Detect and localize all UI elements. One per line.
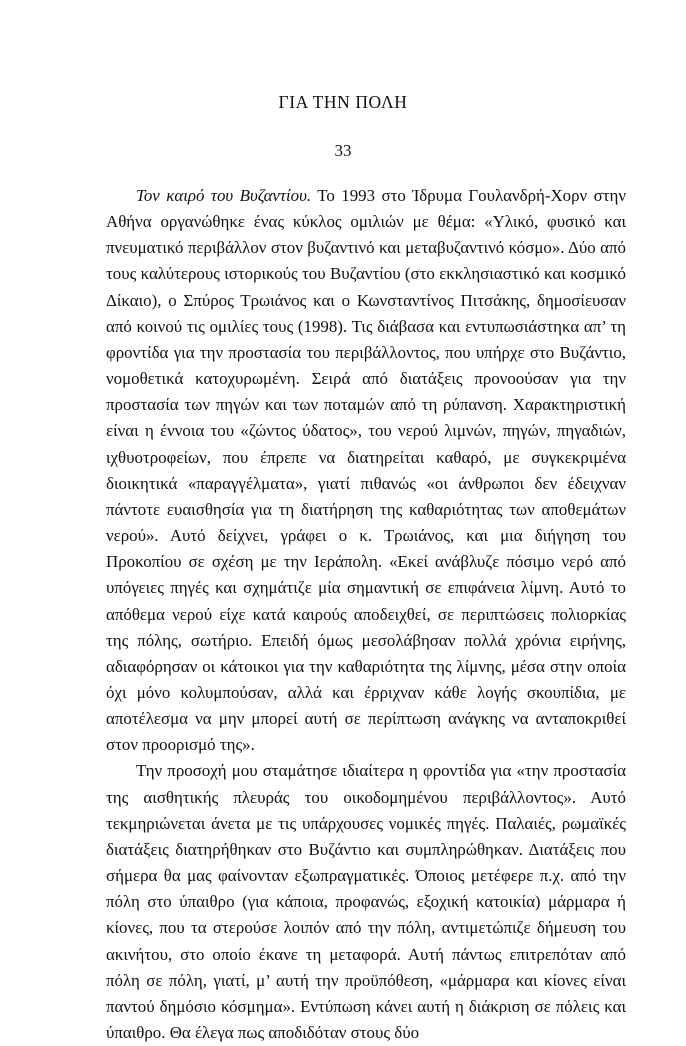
paragraph-text: Το 1993 στο Ίδρυμα Γουλανδρή-Χορν στην Αθήνα οργανώθηκε ένας κύκλος ομιλιών με θέμα: «Υλικό, φυσικό και πνευματικό περιβάλλον στον βυζαντινό και μεταβυζαντινό κόσμο». Δύο από τους καλύτερους ιστορικούς του Βυζαντίου (στο εκκλησιαστικό και κοσμικό Δίκαιο), ο Σπύρος Τρωιάνος και ο Κωνσταντίνος Πιτσάκης, δημοσίευσαν από κοινού τις ομιλίες τους (1998). Τις διάβασα και εντυπωσιάστηκα απ’ τη φροντίδα για την προστασία του περιβάλλοντος, που υπήρχε στο Βυζάντιο, νομοθετικά κατοχυρωμένη. Σειρά από διατάξεις προνοούσαν για την προστασία των πηγών και των ποταμών από τη ρύπανση. Χαρακτηριστική είναι η έννοια του «ζώντος ύδατος», του νερού λιμνών, πηγών, πηγαδιών, ιχθυοτροφείων, που έπρεπε να διατηρείται καθαρό, με συγκεκριμένα διοικητικά «παραγγέλματα», γιατί πιθανώς «οι άνθρωποι δεν έδειχναν πάντοτε ευαισθησία για τη διατήρηση της καθαριότητας των αποθεμάτων νερού». Αυτό δείχνει, γράφει ο κ. Τρωιάνος, και μια διήγηση του Προκοπίου σε σχέση με την Ιεράπολη. «Εκεί ανάβλυζε πόσιμο νερό από υπόγειες πηγές και σχημάτιζε μία σημαντική σε επιφάνεια λίμνη. Αυτό το απόθεμα νερού είχε κατά καιρούς αποδειχθεί, σε περιπτώσεις πολιορκίας της πόλης, σωτήριο. Επειδή όμως μεσολάβησαν πολλά χρόνια ειρήνης, αδιαφόρησαν οι κάτοικοι για την καθαριότητα της λίμνης, μέσα στην οποία όχι μόνο κολυμπούσαν, αλλά και έρριχναν κάθε λογής σκουπίδια, με αποτέλεσμα να μην μπορεί αυτή σε περίπτωση ανάγκης να ανταποκριθεί στον προορισμό της». (106, 186, 626, 755)
page-number: 33 (334, 141, 352, 160)
page-title: ΓΙΑ ΤΗΝ ΠΟΛΗ (278, 92, 408, 112)
paragraph (106, 183, 626, 758)
paragraph-text: Την προσοχή μου σταμάτησε ιδιαίτερα η φροντίδα για «την προστασία της αισθητικής πλευράς του οικοδομημένου περιβάλλοντος». Αυτό τεκμηριώνεται άνετα με τις υπάρχουσες νομικές πηγές. Παλαιές, ρωμαϊκές διατάξεις διατηρήθηκαν στο Βυζάντιο και συμπληρώθηκαν. Διατάξεις που σήμερα θα μας φαίνονταν εξωπραγματικές. Όποιος μετέφερε π.χ. από την πόλη στο ύπαιθρο (για κάποια, προφανώς, εξοχική κατοικία) μάρμαρα ή κίονες, που τα στερούσε λοιπόν από την πόλη, αντιμετώπιζε δήμευση του ακινήτου, στο οποίο έκανε τη μεταφορά. Αυτή πάντως επιτρεπόταν από πόλη σε πόλη, γιατί, μ’ αυτή την προϋπόθεση, «μάρμαρα και κίονες είναι παντού δημόσιο κόσμημα». Εντύπωση κάνει αυτή η διάκριση σε πόλεις και ύπαιθρο. Θα έλεγα πως αποδιδόταν στους δύο (106, 761, 626, 1042)
body-text (106, 183, 626, 1046)
paragraph-lead-italic: Τον καιρό του Βυζαντίου. (136, 186, 312, 205)
paragraph (106, 758, 626, 1046)
